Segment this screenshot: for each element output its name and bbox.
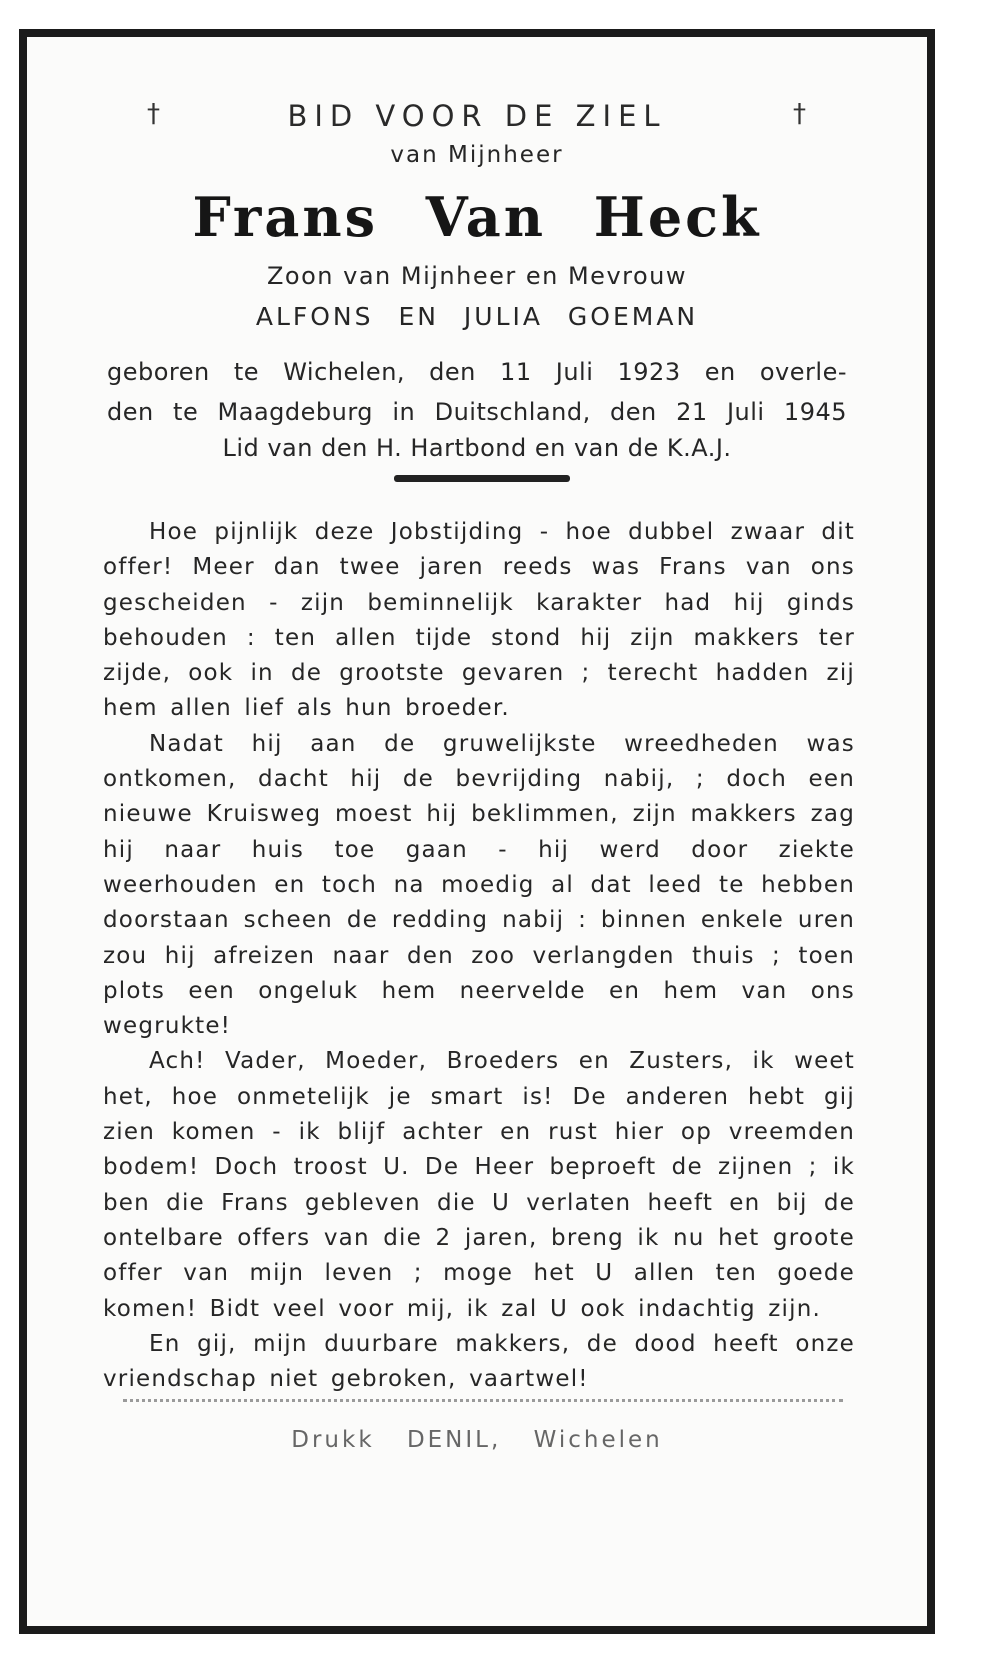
- body-text: [103, 515, 855, 1397]
- deceased-name: Frans Van Heck: [192, 185, 762, 249]
- cross-icon-right: †: [793, 99, 806, 129]
- birth-line: geboren te Wichelen, den 11 Juli 1923 en overle-: [107, 358, 847, 386]
- paragraph: Ach! Vader, Moeder, Broeders en Zusters, ik weet het, hoe onmetelijk je smart is! De anderen hebt gij zien komen - ik blijf achter en rust hier op vreemden bodem! Doch troost U. De Heer beproeft de zijnen ; ik ben die Frans gebleven die U verlaten heeft en bij de ontelbare offers van die 2 jaren, breng ik nu het groote offer van mijn leven ; moge het U allen ten goede komen! Bidt veel voor mij, ik zal U ook indachtig zijn.: [103, 1048, 855, 1322]
- cross-icon-left: †: [147, 99, 160, 129]
- paragraph: Nadat hij aan de gruwelijkste wreedheden was ontkomen, dacht hij de bevrijding nabij, ; doch een nieuwe Kruisweg moest hij beklimmen, zijn makkers zag hij naar huis toe gaan - hij werd door ziekte weerhouden en toch na moedig al dat leed te hebben doorstaan scheen de redding nabij : binnen enkele uren zou hij afreizen naar den zoo verlangden thuis ; toen plots een ongeluk hem neervelde en hem van ons wegrukte!: [103, 730, 855, 1040]
- divider-rule: [394, 475, 570, 482]
- printer-credit: Drukk DENIL, Wichelen: [291, 1427, 663, 1453]
- paragraph: En gij, mijn duurbare makkers, de dood heeft onze vriendschap niet gebroken, vaartwel!: [103, 1330, 855, 1393]
- memorial-card: [19, 29, 935, 1634]
- death-line: den te Maagdeburg in Duitschland, den 21 Juli 1945: [107, 398, 847, 426]
- card-heading: BID VOOR DE ZIEL: [287, 99, 667, 133]
- son-of-line: Zoon van Mijnheer en Mevrouw: [266, 262, 688, 290]
- parents-names: ALFONS EN JULIA GOEMAN: [255, 302, 699, 331]
- paragraph: Hoe pijnlijk deze Jobstijding - hoe dubbel zwaar dit offer! Meer dan twee jaren reeds was Frans van ons gescheiden - zijn beminnelijk karakter had hij ginds behouden : ten allen tijde stond hij zijn makkers ter zijde, ook in de grootste gevaren ; terecht hadden zij hem allen lief als hun broeder.: [103, 519, 855, 722]
- salutation: van Mijnheer: [390, 142, 564, 168]
- dotted-divider: [123, 1399, 843, 1402]
- birth-death-block: [107, 352, 847, 432]
- membership-line: Lid van den H. Hartbond en van de K.A.J.: [222, 434, 732, 462]
- header-row: [27, 99, 927, 139]
